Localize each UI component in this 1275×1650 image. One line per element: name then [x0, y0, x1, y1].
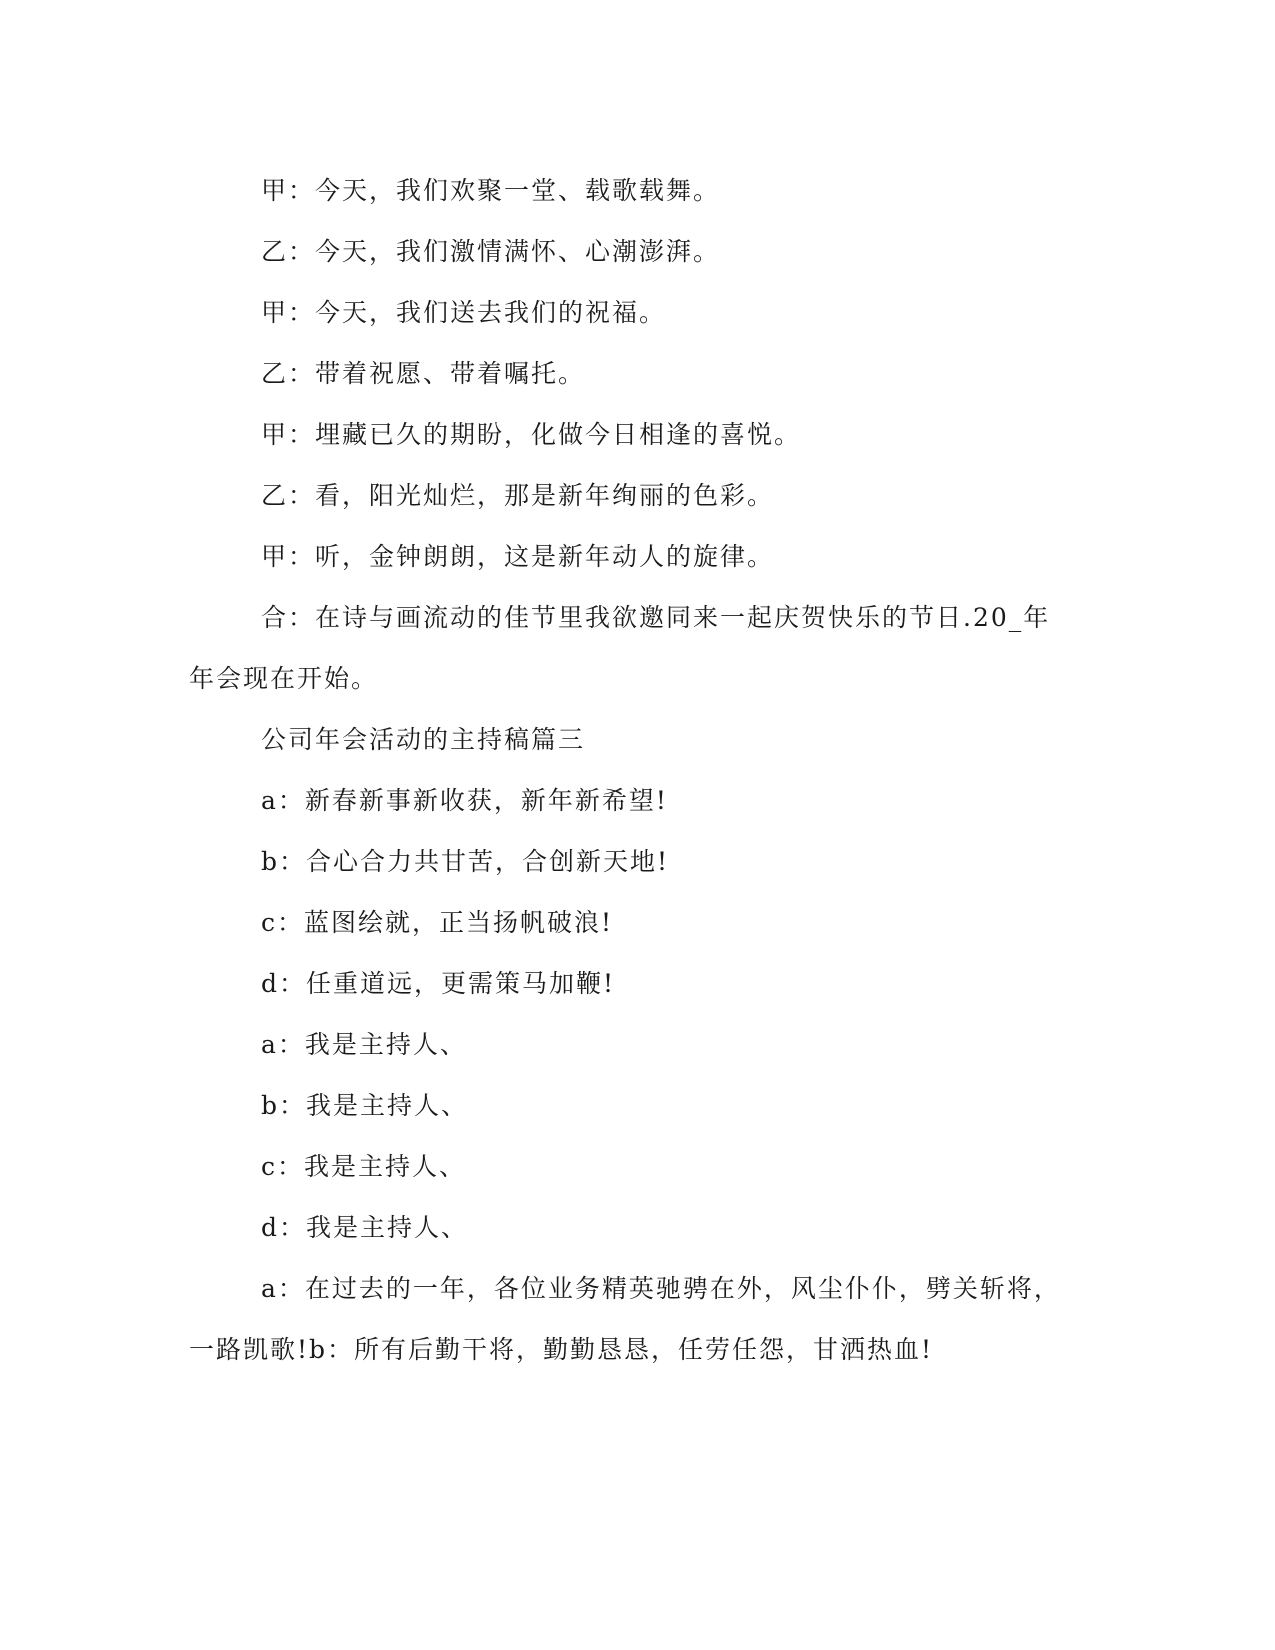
- paragraph: 乙：今天，我们激情满怀、心潮澎湃。: [261, 237, 721, 266]
- document-body: [189, 160, 1069, 1380]
- paragraph: c：我是主持人、: [261, 1152, 467, 1181]
- paragraph: d：任重道远，更需策马加鞭!: [261, 969, 616, 998]
- paragraph: 乙：带着祝愿、带着嘱托。: [261, 359, 586, 388]
- paragraph: a：新春新事新收获，新年新希望!: [261, 786, 668, 815]
- section-heading: 公司年会活动的主持稿篇三: [261, 725, 586, 754]
- paragraph: b：我是主持人、: [261, 1091, 469, 1120]
- paragraph: 甲：埋藏已久的期盼，化做今日相逢的喜悦。: [261, 420, 802, 449]
- paragraph: a：在过去的一年，各位业务精英驰骋在外，风尘仆仆，劈关斩将，一路凯歌!b：所有后勤干将，勤勤恳恳，任劳任怨，甘洒热血!: [189, 1274, 1061, 1364]
- paragraph: 合：在诗与画流动的佳节里我欲邀同来一起庆贺快乐的节日.20_年年会现在开始。: [189, 603, 1051, 693]
- paragraph: 甲：今天，我们送去我们的祝福。: [261, 298, 667, 327]
- paragraph: a：我是主持人、: [261, 1030, 467, 1059]
- paragraph: d：我是主持人、: [261, 1213, 469, 1242]
- paragraph: 乙：看，阳光灿烂，那是新年绚丽的色彩。: [261, 481, 775, 510]
- paragraph: b：合心合力共甘苦，合创新天地!: [261, 847, 670, 876]
- paragraph: c：蓝图绘就，正当扬帆破浪!: [261, 908, 614, 937]
- paragraph: 甲：今天，我们欢聚一堂、载歌载舞。: [261, 176, 721, 205]
- paragraph: 甲：听，金钟朗朗，这是新年动人的旋律。: [261, 542, 775, 571]
